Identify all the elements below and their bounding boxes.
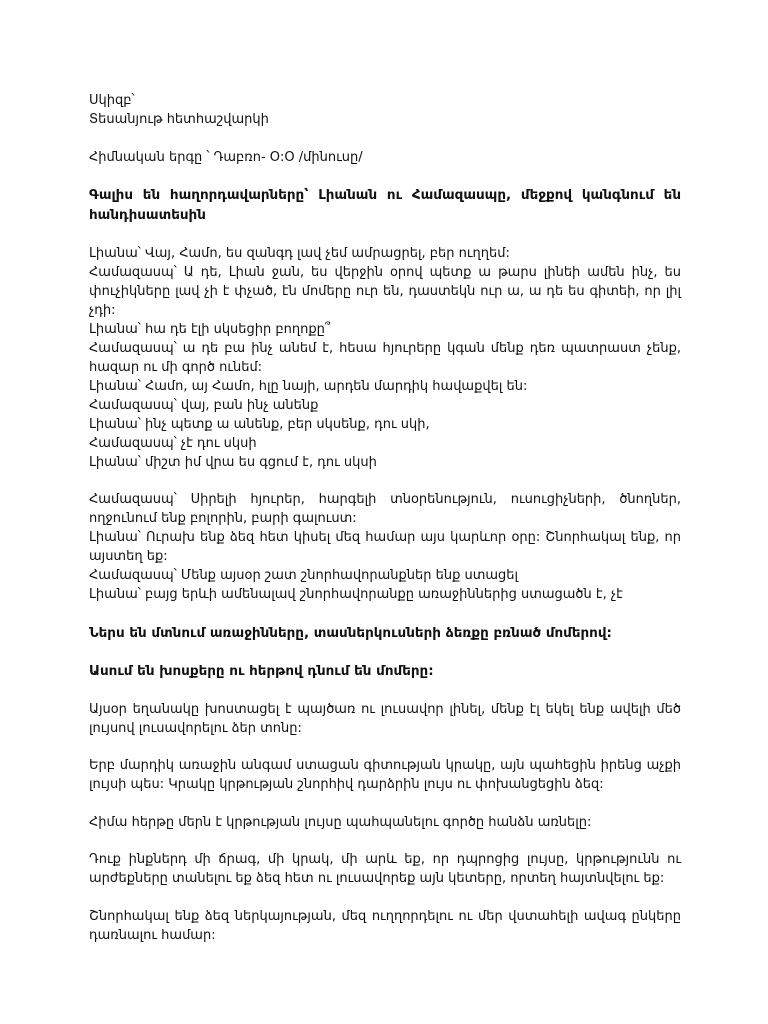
dialogue-line: Լիանա՝ Ուրախ ենք ձեզ հետ կիսել մեզ համար այս կարևոր օրը: Շնորհակալ ենք, որ այստեղ եք: [89, 530, 681, 564]
dialogue-line: Լիանա՝ հա դե էլի սկսեցիր բողոքը՞ [89, 321, 331, 337]
dialogue-line: Լիանա՝ ինչ պետք ա անենք, բեր սկսենք, դու սկի, [89, 416, 430, 432]
music-line: Հիմնական երգը ՝ Դաբռո- Օ:Օ /մինուսը/ [89, 149, 363, 165]
dialogue-line: Համազասպ՝ ա դե բա ինչ անեմ է, հեսա հյուրերը կգան մենք դեռ պատրաստ չենք, հազար ու մի գործ ունեմ: [89, 340, 681, 375]
speech-paragraph: Հիմա հերթը մերն է կրթության լույսը պահպանելու գործը հանձն առնելը: [89, 814, 592, 830]
header-line-1: Սկիզբ՝ [89, 93, 135, 108]
dialogue-line: Լիանա՝ Վայ, Համո, ես զանգդ լավ չեմ ամրացրել, բեր ուղղեմ: [89, 245, 510, 261]
dialogue-line: Լիանա՝ Համո, այ Համո, հլը նայի, արդեն մարդիկ հավաքվել են: [89, 378, 528, 394]
header-line-2: Տեսանյութ հետհաշվարկի [89, 112, 269, 127]
dialogue-line: Լիանա՝ միշտ իմ վրա ես գցում է, դու սկսի [89, 454, 377, 470]
dialogue-block-2 [89, 490, 681, 604]
dialogue-line: Համազասպ՝ Մենք այսօր շատ շնորհավորանքներ ենք ստացել [89, 568, 519, 583]
dialogue-line: Համազասպ՝ Սիրելի հյուրեր, հարգելի տնօրենություն, ուսուցիչների, ծնողներ, ողջունում ենք բոլորին, բարի գալուստ: [89, 492, 681, 526]
speech-paragraph: Շնորհակալ ենք ձեզ ներկայության, մեզ ուղղորդելու ու մեր վստահելի ավագ ընկերը դառնալու համար: [89, 908, 681, 943]
speech-paragraph: Երբ մարդիկ առաջին անգամ ստացան գիտության կրակը, այն պահեցին իրենց աչքի լույսի պես: Կրակը կրթության շնորհիվ դարձրին լույս ու փոխանցեցին ձեզ: [89, 758, 681, 792]
dialogue-line: Համազասպ՝ չէ դու սկսի [89, 435, 257, 451]
dialogue-line: Համազասպ՝ վայ, բան ինչ անենք [89, 397, 319, 413]
speech-paragraph: Այսօր եղանակը խոստացել է պայծառ ու լուսավոր լինել, մենք էլ եկել ենք ավելի մեծ լույսով լուսավորելու ձեր տոնը: [89, 701, 681, 736]
speech-paragraph: Դուք ինքներդ մի ճրագ, մի կրակ, մի արև եք, որ դպրոցից լույսը, կրթությունն ու արժեքները տանելու եք ձեզ հետ ու լուսավորեք այն կետերը, որտեղ հայտնվելու եք: [89, 852, 681, 886]
dialogue-block-1 [89, 244, 681, 472]
stage-direction-heading-2: Ներս են մտնում առաջինները, տասներկուսների ձեռքը բռնած մոմերով: [89, 624, 612, 641]
stage-direction-heading-1: Գալիս են հաղորդավարները՝ Լիանան ու Համազասպը, մեջքով կանգնում են հանդիսատեսին [89, 187, 681, 223]
dialogue-line: Լիանա՝ բայց երևի ամենալավ շնորհավորանքը առաջիններից ստացածն է, չէ [89, 587, 623, 602]
document-page [89, 91, 681, 945]
stage-direction-heading-3: Ասում են խոսքերը ու հերթով դնում են մոմերը: [89, 663, 434, 679]
dialogue-line: Համազասպ՝ Ա դե, Լիան ջան, ես վերջին օրով պետք ա թարս լինեի ամեն ինչ, ես փուչիկները լավ չի է փչած, էն մոմերը ուր են, դաստեկն ուր ա, ա դե ես գիտեի, որ լիլ չդի: [89, 264, 681, 318]
